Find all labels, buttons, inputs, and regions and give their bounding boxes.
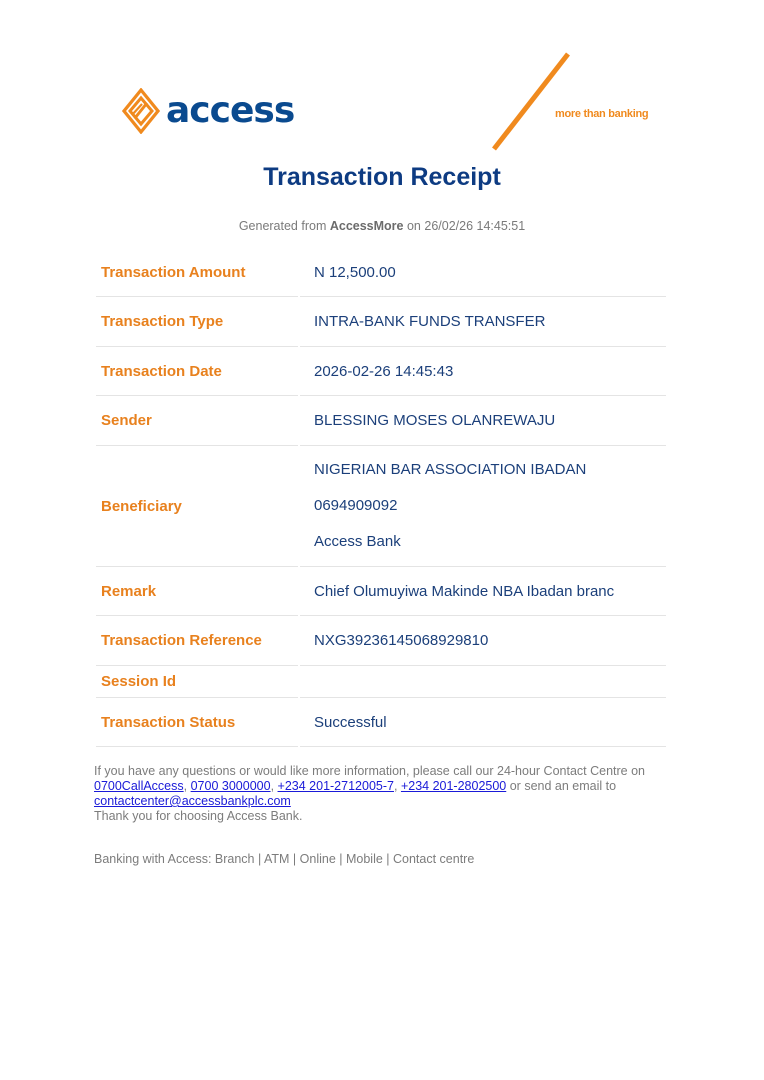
thanks-text: Thank you for choosing Access Bank. bbox=[94, 809, 303, 823]
row-amount bbox=[96, 248, 666, 297]
generated-datetime: 26/02/26 14:45:51 bbox=[424, 219, 526, 233]
sender-value: BLESSING MOSES OLANREWAJU bbox=[300, 396, 666, 446]
contact-intro: If you have any questions or would like more information, please call our 24-hour Contact Centre on bbox=[94, 764, 645, 778]
reference-value: NXG39236145068929810 bbox=[300, 616, 666, 666]
phone-link-0700[interactable]: 0700 3000000 bbox=[190, 779, 271, 793]
email-intro: or send an email to bbox=[509, 779, 617, 793]
beneficiary-account: 0694909092 bbox=[314, 497, 398, 514]
row-status bbox=[96, 698, 666, 747]
beneficiary-label: Beneficiary bbox=[96, 446, 298, 567]
date-label: Transaction Date bbox=[96, 347, 298, 396]
contact-info bbox=[94, 764, 674, 824]
receipt-table bbox=[94, 248, 668, 747]
phone-link-2802500[interactable]: +234 201-2802500 bbox=[400, 779, 507, 793]
footer-text: Banking with Access: Branch | ATM | Online | Mobile | Contact centre bbox=[94, 852, 475, 866]
amount-value: N 12,500.00 bbox=[300, 248, 666, 297]
phone-link-2712005[interactable]: +234 201-2712005-7 bbox=[277, 779, 394, 793]
row-remark bbox=[96, 567, 666, 616]
brand-slash-graphic bbox=[488, 52, 578, 152]
beneficiary-name: NIGERIAN BAR ASSOCIATION IBADAN bbox=[314, 461, 587, 478]
generated-middle: on bbox=[406, 219, 421, 233]
remark-value: Chief Olumuyiwa Makinde NBA Ibadan branc bbox=[300, 567, 666, 616]
separator: , bbox=[183, 779, 188, 793]
generated-prefix: Generated from bbox=[238, 219, 327, 233]
remark-label: Remark bbox=[96, 567, 298, 616]
row-sender bbox=[96, 396, 666, 446]
generated-line bbox=[0, 219, 764, 233]
date-value: 2026-02-26 14:45:43 bbox=[300, 347, 666, 396]
phone-link-callaccess[interactable]: 0700CallAccess bbox=[94, 779, 184, 793]
brand-tagline: more than banking bbox=[555, 108, 649, 120]
session-label: Session Id bbox=[96, 666, 298, 698]
access-logo bbox=[122, 86, 294, 136]
status-value: Successful bbox=[300, 698, 666, 747]
status-label: Transaction Status bbox=[96, 698, 298, 747]
separator: , bbox=[393, 779, 398, 793]
row-beneficiary bbox=[96, 446, 666, 567]
row-session bbox=[96, 666, 666, 698]
session-value bbox=[300, 666, 666, 698]
beneficiary-bank: Access Bank bbox=[314, 533, 401, 550]
row-reference bbox=[96, 616, 666, 666]
type-label: Transaction Type bbox=[96, 297, 298, 347]
access-diamond-icon bbox=[122, 88, 160, 134]
separator: , bbox=[270, 779, 275, 793]
type-value: INTRA-BANK FUNDS TRANSFER bbox=[300, 297, 666, 347]
beneficiary-value bbox=[300, 446, 666, 567]
generated-app: AccessMore bbox=[329, 219, 404, 233]
row-type bbox=[96, 297, 666, 347]
sender-label: Sender bbox=[96, 396, 298, 446]
amount-label: Transaction Amount bbox=[96, 248, 298, 297]
brand-name: access bbox=[166, 90, 295, 131]
reference-label: Transaction Reference bbox=[96, 616, 298, 666]
page-title: Transaction Receipt bbox=[263, 163, 501, 191]
email-link[interactable]: contactcenter@accessbankplc.com bbox=[94, 794, 291, 808]
row-date bbox=[96, 347, 666, 396]
